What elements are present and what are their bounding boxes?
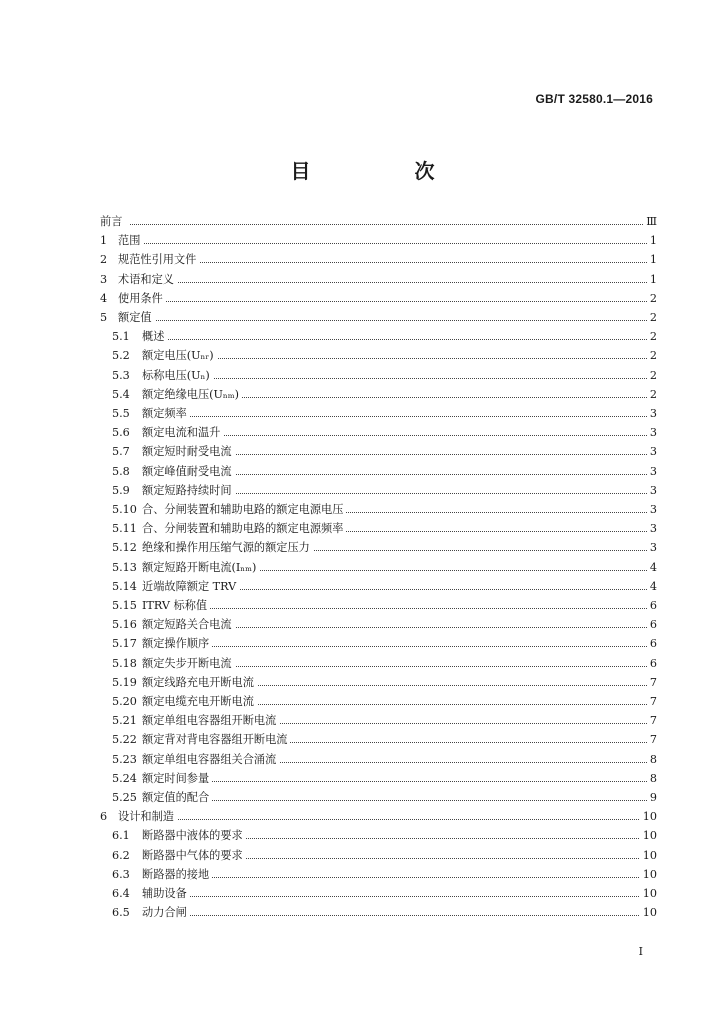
toc-entry-number: 5.16 [112,618,137,632]
toc-entry-page: 2 [647,309,657,327]
toc-entry-title: 额定操作顺序 [142,635,212,653]
toc-entry-number: 5.9 [112,483,130,497]
toc-entry-number: 5.7 [112,445,130,459]
toc-entry-number: 5.21 [112,714,137,728]
toc-entry-page: 2 [647,328,657,346]
toc-entry[interactable] [0,405,725,423]
toc-leader-dots [118,301,653,302]
toc-entry-title: 额定电缆充电开断电流 [142,693,257,711]
toc-entry-number: 6.1 [112,829,130,843]
toc-entry[interactable] [0,328,725,346]
toc-entry-page: 8 [647,751,657,769]
toc-entry-title: 额定单组电容器组关合涌流 [142,751,279,769]
toc-entry-number: 5.19 [112,675,137,689]
toc-entry[interactable] [0,290,725,308]
toc-entry[interactable] [0,635,725,653]
toc-entry-page: 4 [647,578,657,596]
toc-leader-dots [118,243,653,244]
toc-entry-number: 5.12 [112,541,137,555]
toc-entry[interactable] [0,347,725,365]
toc-entry[interactable] [0,213,725,231]
toc-entry-page: 1 [647,271,657,289]
toc-entry-number: 5.8 [112,464,130,478]
toc-entry-title: 额定时间参量 [142,770,212,788]
toc-entry-page: 7 [647,712,657,730]
toc-entry[interactable] [0,751,725,769]
toc-entry-number: 5.4 [112,387,130,401]
toc-leader-dots [142,877,653,878]
toc-entry-title: 额定线路充电开断电流 [142,674,257,692]
toc-entry-page: 2 [647,367,657,385]
toc-entry-title: 合、分闸装置和辅助电路的额定电源频率 [142,520,346,538]
toc-leader-dots [118,320,653,321]
toc-entry-page: 10 [640,904,657,922]
toc-entry-title: 额定电流和温升 [142,424,223,442]
toc-entry-title: 术语和定义 [118,271,177,289]
toc-entry-page: 7 [647,674,657,692]
toc-entry-number: 5.22 [112,733,137,747]
toc-entry-number: 5.11 [112,522,137,536]
toc-entry-number: 6 [100,810,108,824]
toc-entry-page: 3 [647,539,657,557]
toc-entry-page: 2 [647,290,657,308]
toc-entry-title: 范围 [118,232,143,250]
toc-entry-page: 3 [647,443,657,461]
toc-entry-title: 设计和制造 [118,808,177,826]
toc-leader-dots [130,224,653,225]
toc-leader-dots [142,339,653,340]
toc-entry[interactable] [0,386,725,404]
toc-entry-title: 标称电压(Uₙ) [142,367,213,385]
toc-entry-title: 额定短路持续时间 [142,482,235,500]
toc-entry-page: 10 [640,866,657,884]
toc-entry[interactable] [0,866,725,884]
toc-entry-title: 断路器中气体的要求 [142,847,246,865]
toc-entry-title: 辅助设备 [142,885,190,903]
toc-entry[interactable] [0,520,725,538]
toc-entry-page: 1 [647,232,657,250]
toc-leader-dots [142,800,653,801]
toc-entry-page: 10 [640,847,657,865]
toc-entry-page: 7 [647,731,657,749]
toc-leader-dots [142,378,653,379]
toc-entry-number: 5.18 [112,656,137,670]
toc-entry[interactable] [0,655,725,673]
standard-code: GB/T 32580.1—2016 [535,92,653,106]
toc-entry[interactable] [0,674,725,692]
toc-entry-number: 5.23 [112,752,137,766]
toc-entry-number: 1 [100,234,108,248]
toc-entry-number: 4 [100,291,108,305]
toc-entry-page: 3 [647,463,657,481]
toc-entry[interactable] [0,712,725,730]
toc-entry-number: 5.24 [112,771,137,785]
toc-entry-title: 额定背对背电容器组开断电流 [142,731,290,749]
toc-entry[interactable] [0,251,725,269]
toc-entry-number: 5.13 [112,560,137,574]
toc-entry-page: Ⅲ [643,213,657,231]
toc-entry[interactable] [0,367,725,385]
toc-entry-title: 额定峰值耐受电流 [142,463,235,481]
toc-entry-number: 5.17 [112,637,137,651]
toc-entry-title: 额定电压(Uₙᵣ) [142,347,217,365]
toc-entry-title: 额定短路关合电流 [142,616,235,634]
toc-entry[interactable] [0,885,725,903]
toc-entry[interactable] [0,597,725,615]
toc-leader-dots [142,416,653,417]
toc-entry-title: 动力合闸 [142,904,190,922]
toc-entry-title: 使用条件 [118,290,166,308]
toc-entry[interactable] [0,827,725,845]
toc-entry-number: 6.5 [112,906,130,920]
toc-entry-title: 额定绝缘电压(Uₙₘ) [142,386,242,404]
toc-entry-page: 1 [647,251,657,269]
toc-entry-number: 5.25 [112,791,137,804]
toc-entry-title: 额定短时耐受电流 [142,443,235,461]
toc-entry[interactable] [0,731,725,749]
toc-entry[interactable] [0,424,725,442]
toc-entry[interactable] [0,232,725,250]
toc-entry-page: 6 [647,655,657,673]
toc-entry-title: ITRV 标称值 [142,597,210,615]
toc-leader-dots [142,781,653,782]
toc-entry[interactable] [0,770,725,788]
toc-entry[interactable] [0,539,725,557]
toc-entry-number: 5.15 [112,599,137,612]
toc-leader-dots [142,608,653,609]
toc-leader-dots [142,915,653,916]
toc-entry-title: 规范性引用文件 [118,251,199,269]
toc-entry-number: 5.1 [112,330,130,344]
toc-entry[interactable] [0,443,725,461]
toc-entry-number: 5.20 [112,695,137,708]
toc-entry-page: 10 [640,808,657,826]
toc-entry-page: 6 [647,616,657,634]
toc-entry[interactable] [0,271,725,289]
toc-entry-page: 8 [647,770,657,788]
toc-entry[interactable] [0,616,725,634]
toc-entry-number: 3 [100,272,108,286]
toc-leader-dots [142,646,653,647]
toc-leader-dots [142,358,653,359]
toc-entry-title: 额定单组电容器组开断电流 [142,712,279,730]
toc-entry-number: 5.2 [112,349,130,363]
toc-entry[interactable] [0,501,725,519]
toc-entry[interactable] [0,463,725,481]
toc-entry-title: 断路器中液体的要求 [142,827,246,845]
toc-entry-page: 4 [647,559,657,577]
toc-entry[interactable] [0,578,725,596]
toc-entry-title: 绝缘和操作用压缩气源的额定压力 [142,539,313,557]
toc-entry-page: 3 [647,482,657,500]
toc-entry-title: 合、分闸装置和辅助电路的额定电源电压 [142,501,346,519]
toc-leader-dots [118,282,653,283]
toc-entry-number: 5.10 [112,503,137,516]
toc-entry[interactable] [0,789,725,807]
toc-entry-page: 2 [647,347,657,365]
toc-entry-number: 5.3 [112,368,130,382]
toc-entry[interactable] [0,847,725,865]
toc-entry-title: 额定值 [118,309,155,327]
toc-entry-page: 3 [647,501,657,519]
toc-entry-title: 额定频率 [142,405,190,423]
toc-entry-number: 5.14 [112,579,137,593]
toc-entry-page: 6 [647,597,657,615]
toc-entry[interactable] [0,482,725,500]
toc-entry-page: 3 [647,405,657,423]
toc-entry-page: 10 [640,885,657,903]
toc-entry-title: 近端故障额定 TRV [142,578,239,596]
page-title: 目 次 [290,159,477,183]
toc-entry-title: 额定失步开断电流 [142,655,235,673]
toc-entry-number: 2 [100,253,108,267]
toc-leader-dots [142,896,653,897]
toc-entry[interactable] [0,808,725,826]
toc-entry[interactable] [0,559,725,577]
toc-entry-number: 6.4 [112,887,130,900]
toc-entry-title: 额定短路开断电流(Iₙₘ) [142,559,259,577]
toc-leader-dots [118,819,653,820]
toc-entry-page: 7 [647,693,657,711]
toc-entry-title: 概述 [142,328,167,346]
toc-entry-page: 9 [647,789,657,807]
toc-entry-page: 10 [640,827,657,845]
toc-entry-number: 6.3 [112,867,130,881]
toc-entry-page: 6 [647,635,657,653]
page-number: Ⅰ [638,945,643,958]
toc-entry[interactable] [0,693,725,711]
toc-entry-page: 2 [647,386,657,404]
toc-entry-number: 6.2 [112,848,130,862]
toc-entry-number: 5.6 [112,426,130,440]
toc-entry[interactable] [0,309,725,327]
toc-entry-page: 3 [647,424,657,442]
toc-entry[interactable] [0,904,725,922]
toc-entry-number: 前言 [100,215,123,228]
toc-entry-title: 额定值的配合 [142,789,212,807]
toc-entry-title: 断路器的接地 [142,866,212,884]
toc-entry-number: 5.5 [112,407,130,420]
toc-entry-number: 5 [100,311,108,324]
toc-entry-page: 3 [647,520,657,538]
